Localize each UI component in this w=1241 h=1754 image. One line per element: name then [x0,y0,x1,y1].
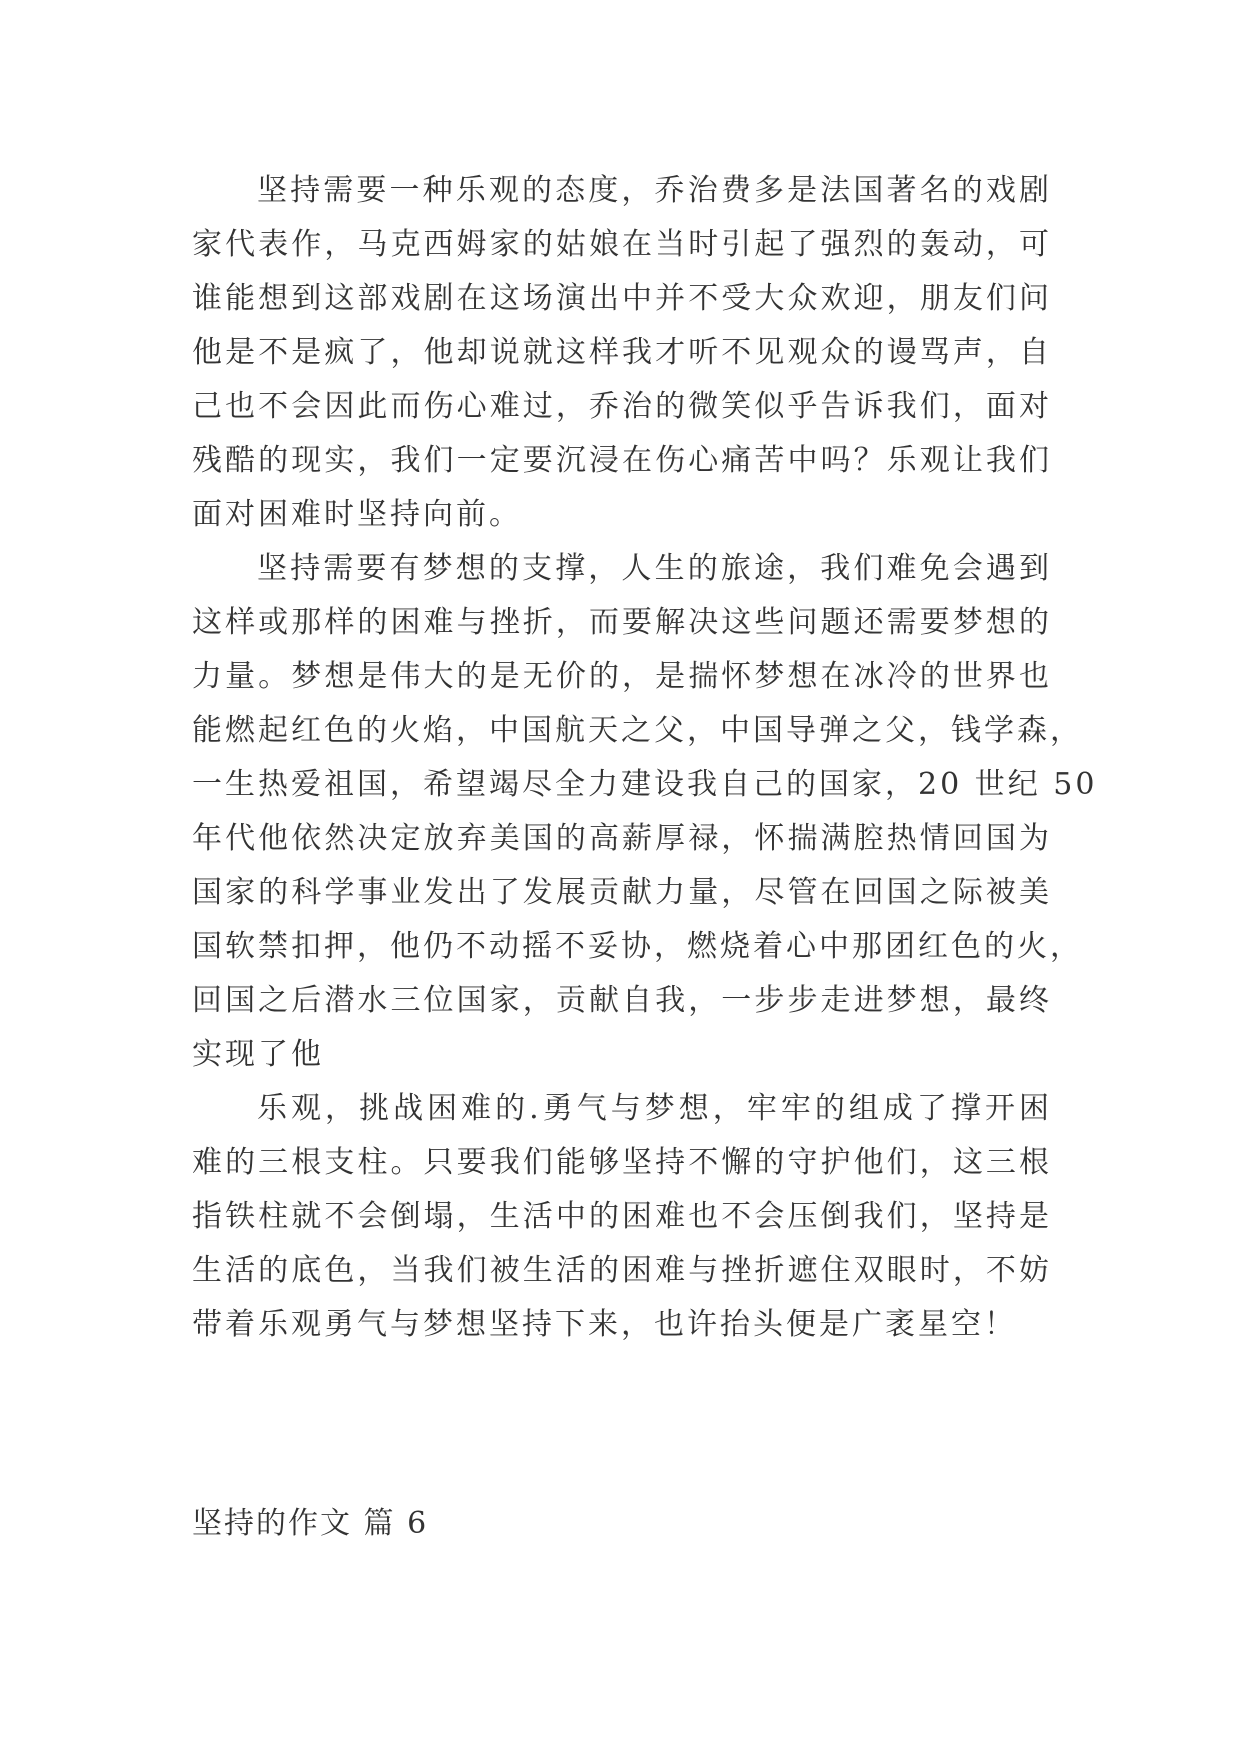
text-line: 国软禁扣押，他仍不动摇不妥协，燃烧着心中那团红色的火， [192,929,1083,964]
paragraph-dream [192,542,1098,1082]
text-line: 乐观，挑战困难的.勇气与梦想，牢牢的组成了撑开困 [257,1091,1052,1126]
text-line: 家代表作，马克西姆家的姑娘在当时引起了强烈的轰动，可 [192,227,1052,262]
text-line: 带着乐观勇气与梦想坚持下来，也许抬头便是广袤星空！ [192,1307,1017,1342]
paragraph-optimism [192,164,1052,542]
paragraph-conclusion [192,1082,1052,1352]
text-line: 实现了他 [192,1037,324,1072]
text-line: 国家的科学事业发出了发展贡献力量，尽管在回国之际被美 [192,875,1052,910]
text-line: 难的三根支柱。只要我们能够坚持不懈的守护他们，这三根 [192,1145,1052,1180]
text-line: 这样或那样的困难与挫折，而要解决这些问题还需要梦想的 [192,605,1052,640]
text-line: 他是不是疯了，他却说就这样我才听不见观众的谩骂声，自 [192,335,1052,370]
text-line: 坚持需要一种乐观的态度，乔治费多是法国著名的戏剧 [257,173,1052,208]
text-line: 面对困难时坚持向前。 [192,497,522,532]
essay-body [192,164,1098,1352]
text-line: 坚持需要有梦想的支撑，人生的旅途，我们难免会遇到 [257,551,1052,586]
text-line: 能燃起红色的火焰，中国航天之父，中国导弹之父，钱学森， [192,713,1083,748]
text-line: 谁能想到这部戏剧在这场演出中并不受大众欢迎，朋友们问 [192,281,1052,316]
text-line: 一生热爱祖国，希望竭尽全力建设我自己的国家，20 世纪 50 [192,767,1098,802]
text-line: 力量。梦想是伟大的是无价的，是揣怀梦想在冰冷的世界也 [192,659,1052,694]
section-title: 坚持的作文 篇 6 [192,1506,429,1541]
text-line: 残酷的现实，我们一定要沉浸在伤心痛苦中吗？乐观让我们 [192,443,1052,478]
text-line: 回国之后潜水三位国家，贡献自我，一步步走进梦想，最终 [192,983,1052,1018]
text-line: 年代他依然决定放弃美国的高薪厚禄，怀揣满腔热情回国为 [192,821,1052,856]
text-line: 指铁柱就不会倒塌，生活中的困难也不会压倒我们，坚持是 [192,1199,1052,1234]
text-line: 己也不会因此而伤心难过，乔治的微笑似乎告诉我们，面对 [192,389,1052,424]
text-line: 生活的底色，当我们被生活的困难与挫折遮住双眼时，不妨 [192,1253,1052,1288]
